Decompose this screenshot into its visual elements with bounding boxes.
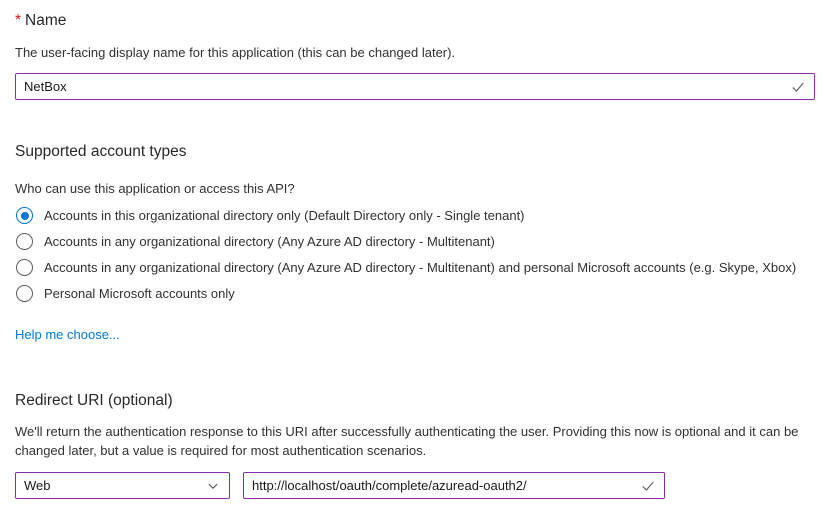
radio-option-multitenant[interactable] <box>16 233 495 250</box>
redirect-uri-input-container <box>243 472 665 499</box>
redirect-uri-input[interactable] <box>244 473 664 498</box>
radio-button-icon[interactable] <box>16 259 33 276</box>
name-input-container <box>15 73 815 100</box>
account-types-title: Supported account types <box>15 143 187 160</box>
redirect-uri-description: We'll return the authentication response to this URI after successfully authenticating the user. Providing this now is optional and it can be changed later, but a value is required for most authentication scenarios. <box>15 424 799 458</box>
platform-select-value: Web <box>24 478 51 493</box>
radio-button-icon[interactable] <box>16 207 33 224</box>
radio-option-label[interactable]: Accounts in any organizational directory (Any Azure AD directory - Multitenant) <box>44 234 495 249</box>
radio-option-label[interactable]: Personal Microsoft accounts only <box>44 286 235 301</box>
name-input[interactable] <box>16 74 814 99</box>
help-me-choose-link[interactable]: Help me choose... <box>15 327 120 342</box>
radio-option-single-tenant[interactable] <box>16 207 525 224</box>
radio-option-label[interactable]: Accounts in any organizational directory (Any Azure AD directory - Multitenant) and personal Microsoft accounts (e.g. Skype, Xbox) <box>44 260 797 275</box>
name-description: The user-facing display name for this application (this can be changed later). <box>15 45 456 60</box>
radio-option-multitenant-personal[interactable] <box>16 259 796 276</box>
radio-option-personal-only[interactable] <box>16 285 235 302</box>
radio-button-icon[interactable] <box>16 285 33 302</box>
redirect-uri-title: Redirect URI (optional) <box>15 392 173 409</box>
name-title-text: Name <box>25 12 67 29</box>
platform-select[interactable] <box>15 472 230 499</box>
chevron-down-icon <box>207 480 219 492</box>
radio-button-icon[interactable] <box>16 233 33 250</box>
name-section-title <box>15 10 66 31</box>
account-types-question: Who can use this application or access this API? <box>15 181 295 196</box>
required-asterisk: * <box>15 12 22 29</box>
radio-option-label[interactable]: Accounts in this organizational directory only (Default Directory only - Single tenant) <box>44 208 525 223</box>
